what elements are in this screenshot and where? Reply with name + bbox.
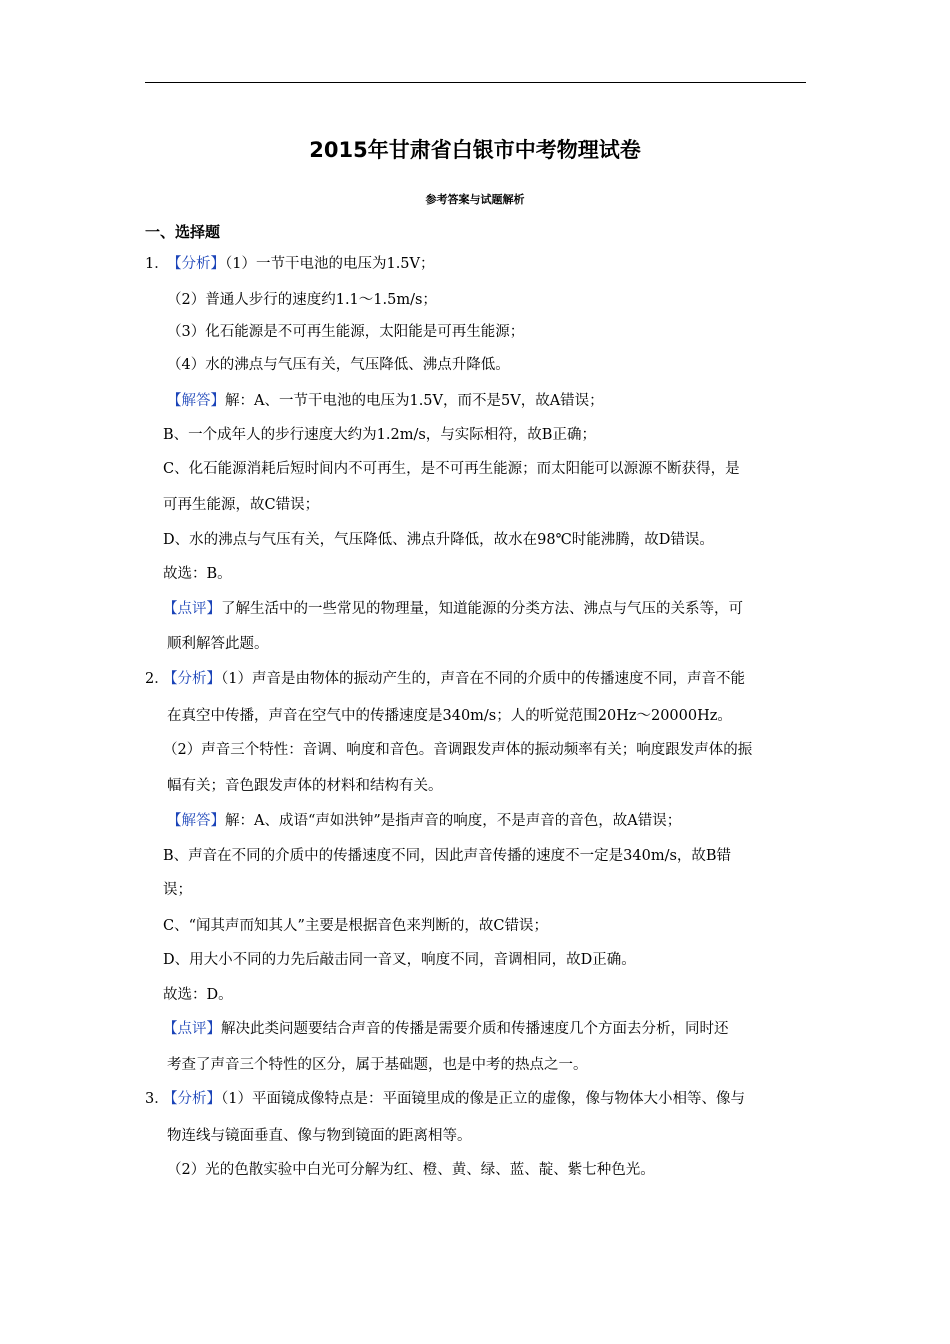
page-subtitle: 参考答案与试题解析 bbox=[425, 193, 525, 206]
q1-solution-line: D、水的沸点与气压有关，气压降低、沸点升降低，故水在98℃时能沸腾，故D错误。 bbox=[163, 532, 714, 548]
q3-analysis-line: 3．【分析】（1）平面镜成像特点是：平面镜里成的像是正立的虚像，像与物体大小相等、像与 bbox=[145, 1091, 745, 1107]
q3-analysis-line: 物连线与镜面垂直、像与物到镜面的距离相等。 bbox=[167, 1128, 472, 1144]
q1-comment-line: 顺利解答此题。 bbox=[167, 636, 269, 652]
q2-solution-line: 故选：D。 bbox=[163, 987, 233, 1003]
q1-analysis-line: （3）化石能源是不可再生能源，太阳能是可再生能源； bbox=[167, 324, 525, 340]
q1-number: 1． bbox=[145, 256, 169, 272]
section-heading: 一、选择题 bbox=[145, 223, 221, 241]
q2-comment-line: 【点评】解决此类问题要结合声音的传播是需要介质和传播速度几个方面去分析，同时还 bbox=[163, 1021, 729, 1037]
q2-solution-line: 【解答】解：A、成语“声如洪钟”是指声音的响度，不是声音的音色，故A错误； bbox=[167, 813, 682, 829]
q2-solution-line: 误； bbox=[163, 882, 192, 898]
q3-number: 3． bbox=[145, 1091, 169, 1107]
q1-analysis-line: （2）普通人步行的速度约1.1～1.5m/s； bbox=[167, 292, 437, 308]
comment-tag: 【点评】 bbox=[163, 1021, 221, 1037]
q1-solution-line: 故选：B。 bbox=[163, 566, 232, 582]
q2-number: 2． bbox=[145, 671, 169, 687]
q2-solution-line: C、“闻其声而知其人”主要是根据音色来判断的，故C错误； bbox=[163, 918, 549, 934]
q2-analysis-line: 在真空中传播，声音在空气中的传播速度是340m/s；人的听觉范围20Hz～20000Hz。 bbox=[167, 708, 732, 724]
analysis-tag: 【分析】 bbox=[163, 671, 221, 687]
q2-analysis-line: 幅有关；音色跟发声体的材料和结构有关。 bbox=[167, 778, 443, 794]
q1-analysis-line: （4）水的沸点与气压有关，气压降低、沸点升降低。 bbox=[167, 357, 510, 373]
analysis-tag: 【分析】 bbox=[167, 256, 225, 272]
q3-analysis-line: （2）光的色散实验中白光可分解为红、橙、黄、绿、蓝、靛、紫七种色光。 bbox=[167, 1162, 655, 1178]
q2-solution-line: D、用大小不同的力先后敲击同一音叉，响度不同，音调相同，故D正确。 bbox=[163, 952, 636, 968]
q1-solution-line: B、一个成年人的步行速度大约为1.2m/s，与实际相符，故B正确； bbox=[163, 427, 596, 443]
q1-analysis-line: 1．【分析】（1）一节干电池的电压为1.5V； bbox=[145, 256, 435, 272]
header-rule bbox=[145, 82, 806, 83]
q1-solution-line: 可再生能源，故C错误； bbox=[163, 497, 320, 513]
page-title: 2015年甘肃省白银市中考物理试卷 bbox=[309, 138, 641, 162]
q1-solution-line: 【解答】解：A、一节干电池的电压为1.5V，而不是5V，故A错误； bbox=[167, 393, 604, 409]
answer-tag: 【解答】 bbox=[167, 393, 225, 409]
q2-comment-line: 考查了声音三个特性的区分，属于基础题，也是中考的热点之一。 bbox=[167, 1057, 588, 1073]
q2-analysis-line: （2）声音三个特性：音调、响度和音色。音调跟发声体的振动频率有关；响度跟发声体的振 bbox=[163, 742, 753, 758]
q1-comment-line: 【点评】了解生活中的一些常见的物理量，知道能源的分类方法、沸点与气压的关系等，可 bbox=[163, 601, 743, 617]
q2-analysis-line: 2．【分析】（1）声音是由物体的振动产生的，声音在不同的介质中的传播速度不同，声音不能 bbox=[145, 671, 745, 687]
comment-tag: 【点评】 bbox=[163, 601, 221, 617]
q2-solution-line: B、声音在不同的介质中的传播速度不同，因此声音传播的速度不一定是340m/s，故B错 bbox=[163, 848, 732, 864]
q1-solution-line: C、化石能源消耗后短时间内不可再生，是不可再生能源；而太阳能可以源源不断获得，是 bbox=[163, 461, 740, 477]
analysis-tag: 【分析】 bbox=[163, 1091, 221, 1107]
answer-tag: 【解答】 bbox=[167, 813, 225, 829]
